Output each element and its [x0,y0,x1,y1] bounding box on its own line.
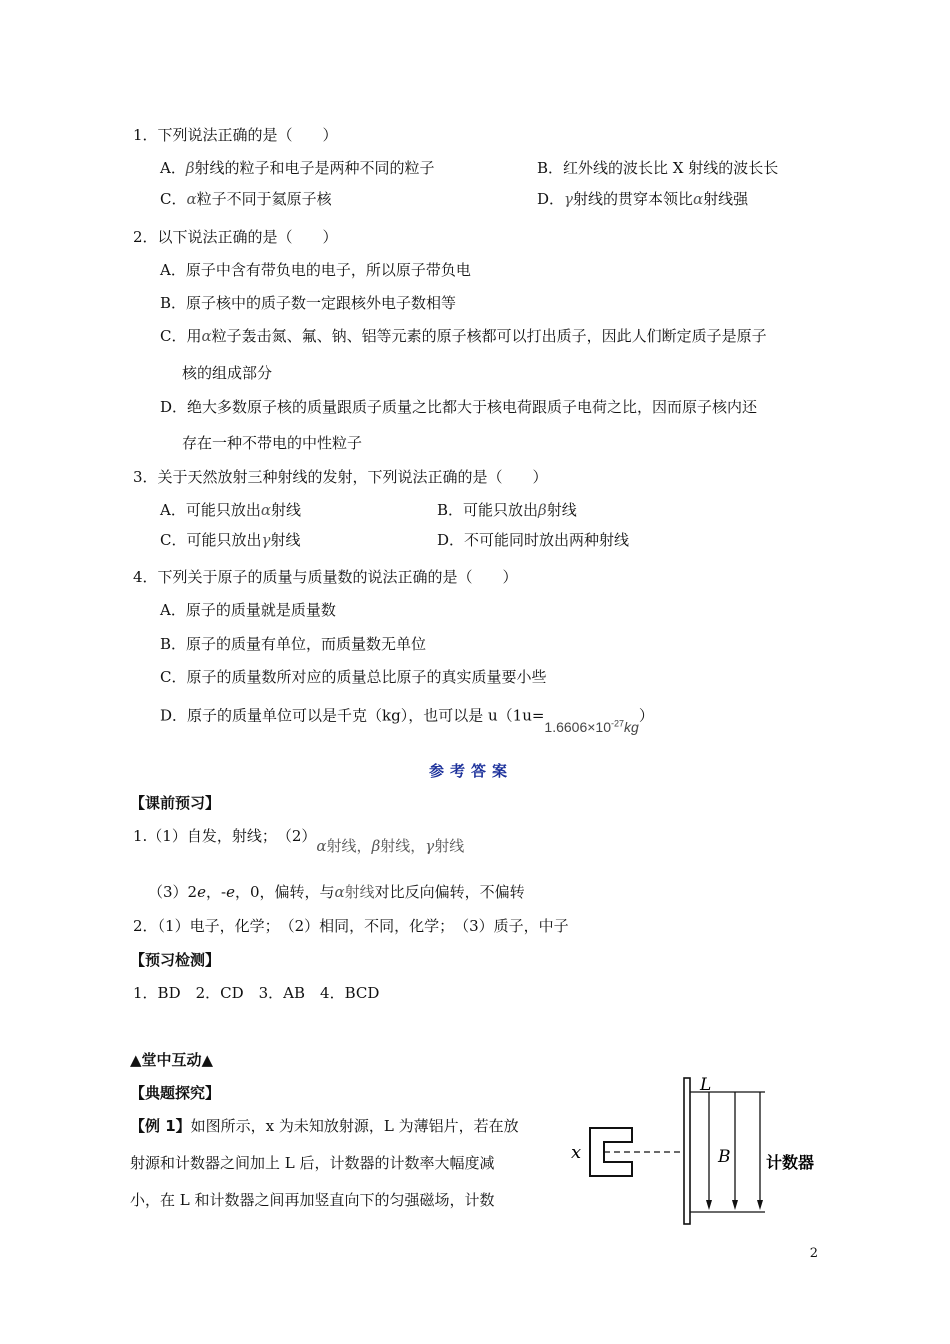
pre-answer-1: 1.（1）自发，射线； （2）α射线，β射线，γ射线 [133,827,465,855]
check-answers: 1．BD 2．CD 3．AB 4．BCD [133,984,380,1002]
answers-title: 参考答案 [429,762,514,780]
q1-stem: 1．下列说法正确的是（ ） [133,126,338,144]
q2-option-c: C．用α粒子轰击氮、氟、钠、铝等元素的原子核都可以打出质子，因此人们断定质子是原子 [160,327,767,345]
q4-option-c: C．原子的质量数所对应的质量总比原子的真实质量要小些 [160,668,547,686]
arrow-down-icon [732,1200,738,1210]
example-1-line-3: 小，在 L 和计数器之间再加竖直向下的匀强磁场，计数 [130,1191,495,1209]
example-1-line-1: 【例 1】如图所示，x 为未知放射源，L 为薄铝片，若在放 [130,1117,519,1135]
q2-stem: 2．以下说法正确的是（ ） [133,228,338,246]
figure-label-B: B [718,1147,731,1167]
q2-option-d: D．绝大多数原子核的质量跟质子质量之比都大于核电荷跟质子电荷之比，因而原子核内还 [160,398,758,416]
q4-mass-value: $1.6606\times 10^{-27}kg$ [544,718,639,735]
figure-label-x: x [571,1142,582,1163]
pre-study-heading: 【课前预习】 [130,794,221,812]
q3-option-a: A．可能只放出α射线 [160,501,301,519]
example-heading: 【典题探究】 [130,1084,221,1102]
pre-answer-3: （3）2e，-e，0，偏转，与α射线对比反向偏转，不偏转 [148,883,525,901]
q3-option-d: D．不可能同时放出两种射线 [437,531,630,549]
q1-option-a: A．β射线的粒子和电子是两种不同的粒子 [160,159,435,177]
pre-answer-2: 2．（1）电子，化学； （2）相同，不同，化学； （3）质子，中子 [133,917,569,935]
q4-option-a: A．原子的质量就是质量数 [160,601,336,619]
q1-option-b: B．红外线的波长比 X 射线的波长长 [537,159,779,177]
q2-option-d-cont: 存在一种不带电的中性粒子 [182,434,363,452]
arrow-down-icon [706,1200,712,1210]
radiation-experiment-figure [560,1070,840,1230]
q2-option-a: A．原子中含有带负电的电子，所以原子带负电 [160,261,471,279]
arrow-down-icon [757,1200,763,1210]
classroom-heading: ▲堂中互动▲ [130,1051,214,1069]
q4-option-d: D．原子的质量单位可以是千克（kg），也可以是 $u(1u=1.6606\times 10^{-27}kg)$ [160,706,654,735]
q3-option-b: B．可能只放出β射线 [437,501,577,519]
q2-option-c-cont: 核的组成部分 [182,364,273,382]
q2-option-b: B．原子核中的质子数一定跟核外电子数相等 [160,294,457,312]
check-heading: 【预习检测】 [130,951,221,969]
figure-label-L: L [700,1075,712,1095]
q4-stem: 4．下列关于原子的质量与质量数的说法正确的是（ ） [133,568,518,586]
q4-option-b: B．原子的质量有单位，而质量数无单位 [160,635,427,653]
q1-option-c: C．α粒子不同于氦原子核 [160,190,332,208]
page-number: 2 [809,1246,818,1261]
q3-option-c: C．可能只放出γ射线 [160,531,301,549]
aluminum-sheet [684,1078,690,1224]
q3-stem: 3．关于天然放射三种射线的发射，下列说法正确的是（ ） [133,468,548,486]
figure-label-counter: 计数器 [766,1153,815,1172]
q1-option-d: D．γ射线的贯穿本领比α射线强 [537,190,749,208]
example-1-line-2: 射源和计数器之间加上 L 后，计数器的计数率大幅度减 [130,1154,495,1172]
